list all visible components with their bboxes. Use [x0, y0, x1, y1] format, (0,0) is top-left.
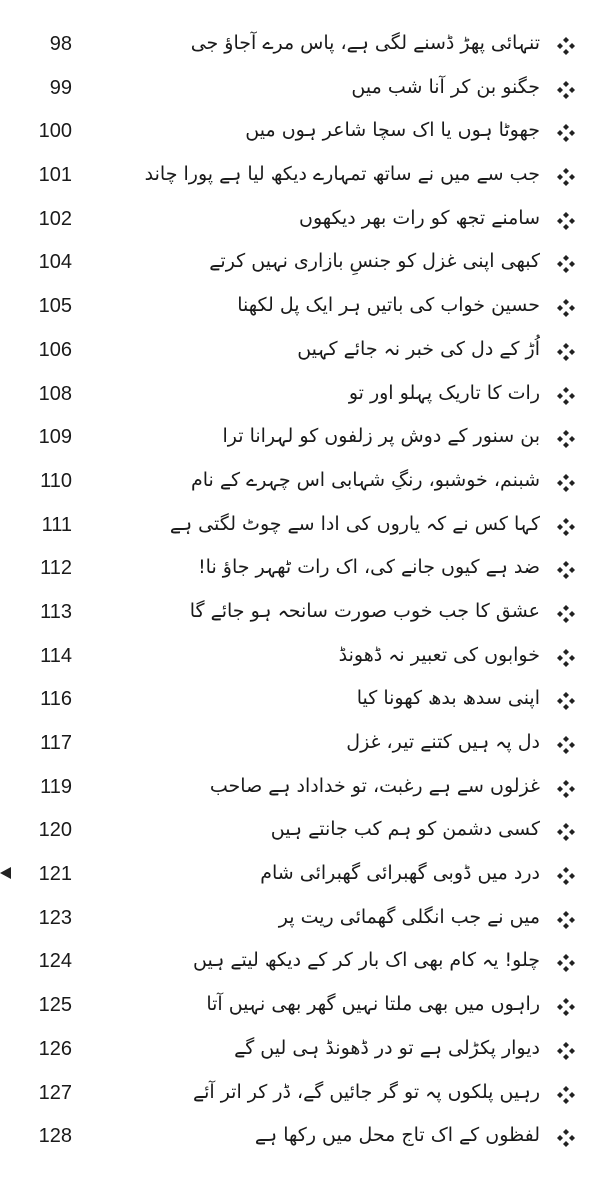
toc-title: کہا کس نے کہ یاروں کی ادا سے چوٹ لگتی ہے [169, 512, 540, 535]
toc-title: خوابوں کی تعبیر نہ ڈھونڈ [338, 643, 540, 666]
toc-page-number: 102 [38, 207, 72, 230]
toc-title: میں نے جب انگلی گھمائی ریت پر [278, 905, 540, 928]
toc-title: راہوں میں بھی ملتا نہیں گھر بھی نہیں آتا [206, 993, 540, 1016]
toc-entry[interactable] [0, 943, 600, 987]
toc-page-number: 104 [38, 251, 72, 274]
toc-page-number: 99 [49, 76, 72, 99]
toc-page-number: 105 [38, 295, 72, 318]
toc-page-number: 112 [40, 557, 72, 580]
toc-title: چلو! یہ کام بھی اک بار کر کے دیکھ لیتے ہیں [193, 949, 540, 972]
toc-title: جھوٹا ہوں یا اک سچا شاعر ہوں میں [245, 119, 540, 142]
toc-title: رہیں پلکوں پہ تو گر جائیں گے، ڈر کر اتر آئے [192, 1080, 540, 1103]
four-diamond-bullet-icon [557, 255, 575, 273]
toc-entry[interactable] [0, 332, 600, 376]
four-diamond-bullet-icon [557, 168, 575, 186]
four-diamond-bullet-icon [557, 1086, 575, 1104]
four-diamond-bullet-icon [557, 692, 575, 710]
toc-title: کبھی اپنی غزل کو جنسِ بازاری نہیں کرتے [209, 250, 540, 273]
toc-entry[interactable] [0, 507, 600, 551]
toc-title: رات کا تاریک پہلو اور تو [348, 381, 540, 404]
toc-page-number: 120 [38, 819, 72, 842]
toc-page-number: 116 [40, 688, 72, 711]
toc-entry[interactable] [0, 769, 600, 813]
four-diamond-bullet-icon [557, 81, 575, 99]
four-diamond-bullet-icon [557, 343, 575, 361]
toc-entry[interactable] [0, 1075, 600, 1119]
toc-entry[interactable] [0, 157, 600, 201]
toc-page-number: 113 [40, 600, 72, 623]
toc-entry[interactable] [0, 113, 600, 157]
toc-title: تنہائی پھڑ ڈسنے لگی ہے، پاس مرے آجاؤ جی [190, 32, 540, 54]
four-diamond-bullet-icon [557, 649, 575, 667]
toc-title: عشق کا جب خوب صورت سانحہ ہو جائے گا [189, 599, 540, 622]
toc-page-number: 119 [40, 775, 72, 798]
four-diamond-bullet-icon [557, 998, 575, 1016]
toc-title: درد میں ڈوبی گھبرائی گھبرائی شام [260, 862, 540, 885]
toc-entry[interactable] [0, 856, 600, 900]
toc-title: ضد ہے کیوں جانے کی، اک رات ٹھہر جاؤ نا! [198, 556, 540, 579]
toc-entry[interactable] [0, 681, 600, 725]
toc-title: لفظوں کے اک تاج محل میں رکھا ہے [254, 1124, 540, 1147]
toc-page-number: 125 [38, 994, 72, 1017]
toc-page-number: 108 [38, 382, 72, 405]
table-of-contents [0, 26, 600, 1162]
toc-entry[interactable] [0, 419, 600, 463]
four-diamond-bullet-icon [557, 823, 575, 841]
toc-title: کسی دشمن کو ہم کب جانتے ہیں [270, 818, 540, 841]
toc-title: اُڑ کے دل کی خبر نہ جائے کہیں [297, 337, 540, 360]
toc-page-number: 121 [38, 863, 72, 886]
toc-entry[interactable] [0, 900, 600, 944]
toc-title: شبنم، خوشبو، رنگِ شہابی اس چہرے کے نام [190, 468, 540, 491]
four-diamond-bullet-icon [557, 911, 575, 929]
toc-page-number: 98 [49, 33, 72, 55]
four-diamond-bullet-icon [557, 37, 575, 55]
toc-entry[interactable] [0, 1031, 600, 1075]
toc-page-number: 123 [38, 906, 72, 929]
four-diamond-bullet-icon [557, 605, 575, 623]
toc-entry[interactable] [0, 463, 600, 507]
toc-page-number: 110 [40, 469, 72, 492]
toc-page-number: 101 [38, 164, 72, 187]
toc-entry[interactable] [0, 376, 600, 420]
toc-page-number: 114 [40, 644, 72, 667]
four-diamond-bullet-icon [557, 124, 575, 142]
toc-title: جگنو بن کر آنا شب میں [351, 75, 540, 98]
four-diamond-bullet-icon [557, 387, 575, 405]
four-diamond-bullet-icon [557, 954, 575, 972]
toc-entry[interactable] [0, 1118, 600, 1162]
toc-title: سامنے تجھ کو رات بھر دیکھوں [298, 206, 540, 229]
toc-entry[interactable] [0, 244, 600, 288]
toc-entry[interactable] [0, 201, 600, 245]
toc-entry[interactable] [0, 26, 600, 70]
four-diamond-bullet-icon [557, 518, 575, 536]
toc-entry[interactable] [0, 70, 600, 114]
toc-title: حسین خواب کی باتیں ہر ایک پل لکھنا [237, 294, 540, 317]
toc-page-number: 109 [38, 426, 72, 449]
four-diamond-bullet-icon [557, 1042, 575, 1060]
toc-entry[interactable] [0, 987, 600, 1031]
toc-entry[interactable] [0, 638, 600, 682]
four-diamond-bullet-icon [557, 780, 575, 798]
toc-page-number: 106 [38, 338, 72, 361]
toc-entry[interactable] [0, 725, 600, 769]
four-diamond-bullet-icon [557, 867, 575, 885]
toc-page-number: 128 [38, 1125, 72, 1148]
toc-title: جب سے میں نے ساتھ تمہارے دیکھ لیا ہے پورا چاند [144, 163, 540, 186]
toc-title: بن سنور کے دوش پر زلفوں کو لہرانا ترا [222, 425, 540, 448]
toc-title: غزلوں سے ہے رغبت، تو خداداد ہے صاحب [209, 774, 540, 797]
toc-page-number: 111 [41, 513, 72, 536]
four-diamond-bullet-icon [557, 212, 575, 230]
four-diamond-bullet-icon [557, 1129, 575, 1147]
toc-entry[interactable] [0, 812, 600, 856]
toc-page-number: 117 [40, 732, 72, 754]
toc-title: اپنی سدھ بدھ کھونا کیا [356, 687, 540, 710]
toc-entry[interactable] [0, 594, 600, 638]
toc-page-number: 100 [38, 120, 72, 143]
four-diamond-bullet-icon [557, 299, 575, 317]
four-diamond-bullet-icon [557, 430, 575, 448]
toc-page-number: 126 [38, 1037, 72, 1060]
toc-entry[interactable] [0, 550, 600, 594]
four-diamond-bullet-icon [557, 736, 575, 754]
toc-page-number: 124 [38, 950, 72, 973]
toc-page-number: 127 [38, 1081, 72, 1104]
four-diamond-bullet-icon [557, 561, 575, 579]
toc-title: دل پہ ہیں کتنے تیر، غزل [346, 731, 540, 753]
four-diamond-bullet-icon [557, 474, 575, 492]
toc-entry[interactable] [0, 288, 600, 332]
toc-title: دیوار پکڑلی ہے تو در ڈھونڈ ہی لیں گے [234, 1036, 540, 1059]
